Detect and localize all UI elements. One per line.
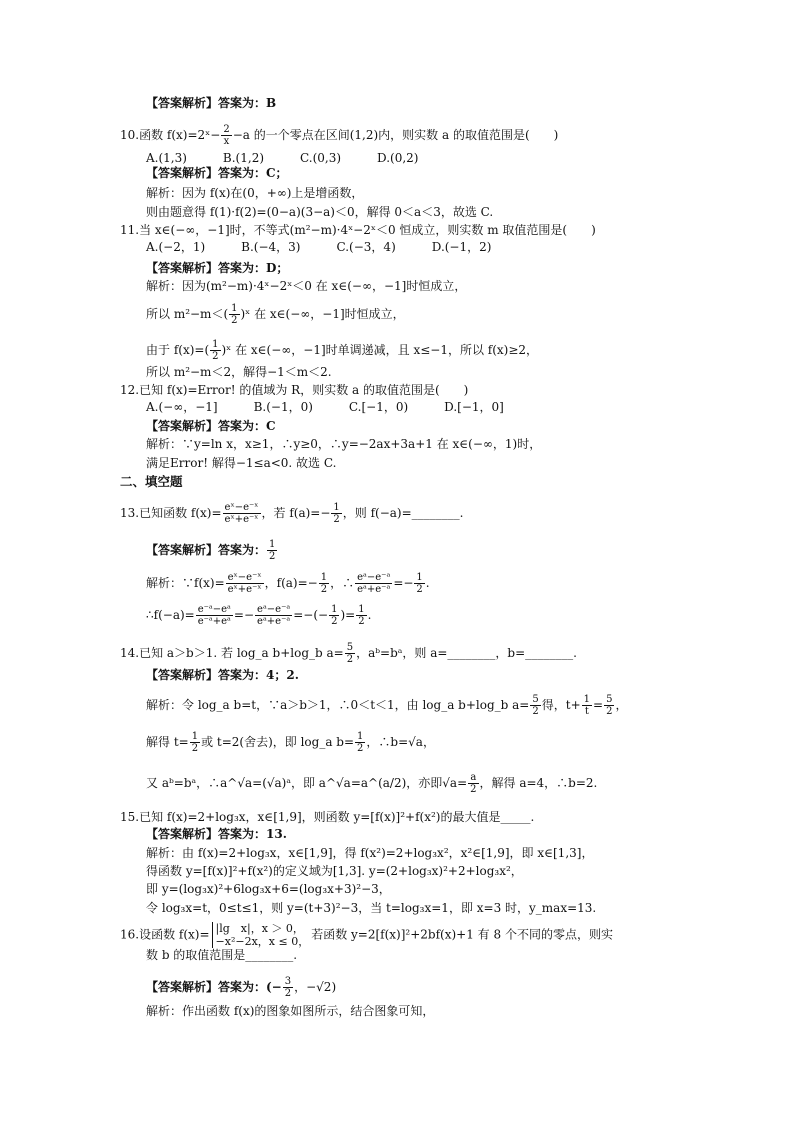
analysis-q16-1: 解析：作出函数 f(x)的图象如图所示，结合图象可知， [146, 1004, 435, 1018]
section-heading: 二、填空题 [120, 474, 183, 489]
fraction: $\frac{1}{2}$ [231, 303, 238, 326]
analysis-q13-2: ∴f(−a)= $\frac{\text{e⁻ᵃ−eᵃ}}{\text{e⁻ᵃ+eᵃ}}$ =− $\frac{\text{eᵃ−e⁻ᵃ}}{\text{eᵃ+e⁻ᵃ}}$ =−(− $\frac{1}{2}$ )= $\frac{1}{2}$ . [146, 604, 372, 627]
analysis-q14-2: 解得 t= $\frac{1}{2}$ 或 t=2(舍去)，即 log_a b= $\frac{1}{2}$ ，∴b=√a， [146, 731, 435, 754]
question-16: 16.设函数 f(x)= |lg x|，x ＞ 0， −x²−2x，x ≤ 0， 若函数 y=2[f(x)]²+2bf(x)+1 有 8 个不同的零点，则实 [120, 922, 613, 948]
analysis-q15-2: 得函数 y=[f(x)]²+f(x²)的定义域为[1,3]. y=(2+log₃x)²+2+log₃x²， [146, 864, 523, 878]
fraction: $\frac{5}{2}$ [532, 694, 539, 717]
options-q10: A.(1,3) B.(1,2) C.(0,3) D.(0,2) [146, 151, 419, 165]
answer-q16: 【答案解析】答案为：(− $\frac{3}{2}$ ，−√2) [146, 976, 337, 999]
analysis-q13-1: 解析：∵f(x)= $\frac{\text{eˣ−e⁻ˣ}}{\text{eˣ+e⁻ˣ}}$ ，f(a)=− $\frac{1}{2}$ ，∴ $\frac{\text{eᵃ−e⁻ᵃ}}{\text{eᵃ+e⁻ᵃ}}$ =− $\frac{1}{2}$ . [146, 572, 430, 595]
fraction: $\frac{\text{e⁻ᵃ−eᵃ}}{\text{e⁻ᵃ+eᵃ}}$ [197, 604, 231, 627]
fraction: $\frac{1}{2}$ [357, 731, 364, 754]
question-10: 10.函数 f(x)=2ˣ− $\frac{2}{x}$ −a 的一个零点在区间(1,2)内，则实数 a 的取值范围是( ) [120, 124, 559, 147]
options-q11: A.(−2，1) B.(−4，3) C.(−3，4) D.(−1，2) [146, 240, 492, 254]
fraction: $\frac{5}{2}$ [606, 694, 613, 717]
fraction: $\frac{1}{2}$ [331, 604, 338, 627]
analysis-q12-1: 解析：∵y=ln x，x≥1，∴y≥0，∴y=−2ax+3a+1 在 x∈(−∞，1)时， [146, 437, 542, 451]
answer-q11: 【答案解析】答案为：D； [146, 261, 289, 275]
fraction: $\frac{1}{2}$ [358, 604, 365, 627]
analysis-q14-1: 解析：令 log_a b=t，∵a＞b＞1，∴0＜t＜1，由 log_a b+log_b a= $\frac{5}{2}$ 得，t+ $\frac{1}{t}$ = $\frac{5}{2}$ ， [146, 694, 628, 717]
fraction: $\frac{1}{2}$ [416, 572, 423, 595]
answer-q10: 【答案解析】答案为：C； [146, 166, 288, 180]
analysis-q15-3: 即 y=(log₃x)²+6log₃x+6=(log₃x+3)²−3， [146, 882, 391, 896]
fraction: $\frac{\text{eˣ−e⁻ˣ}}{\text{eˣ+e⁻ˣ}}$ [224, 502, 259, 525]
question-15: 15.已知 f(x)=2+log₃x，x∈[1,9]，则函数 y=[f(x)]²+f(x²)的最大值是_____. [120, 810, 535, 824]
answer-q15: 【答案解析】答案为：13. [146, 827, 287, 841]
analysis-q10-1: 解析：因为 f(x)在(0，+∞)上是增函数， [146, 186, 364, 200]
fraction: $\frac{1}{t}$ [583, 694, 591, 717]
answer-q14: 【答案解析】答案为：4；2. [146, 668, 299, 682]
analysis-q11-3: 由于 f(x)=( $\frac{1}{2}$ )ˣ 在 x∈(−∞，−1]时单调递减，且 x≤−1，所以 f(x)≥2， [146, 339, 539, 362]
fraction: $\frac{3}{2}$ [284, 976, 292, 999]
fraction: $\frac{a}{2}$ [470, 772, 477, 795]
analysis-q11-4: 所以 m²−m＜2，解得−1＜m＜2. [146, 365, 332, 379]
answer-q13: 【答案解析】答案为： $\frac{1}{2}$ [146, 539, 276, 562]
piecewise-brace: |lg x|，x ＞ 0， −x²−2x，x ≤ 0， [212, 922, 310, 948]
question-12: 12.已知 f(x)=Error! 的值域为 R，则实数 a 的取值范围是( ) [120, 383, 469, 397]
analysis-q15-1: 解析：由 f(x)=2+log₃x，x∈[1,9]，得 f(x²)=2+log₃x²，x²∈[1,9]，即 x∈[1,3]， [146, 846, 594, 860]
analysis-q11-1: 解析：因为(m²−m)·4ˣ−2ˣ＜0 在 x∈(−∞，−1]时恒成立， [146, 279, 467, 293]
analysis-q10-2: 则由题意得 f(1)·f(2)=(0−a)(3−a)＜0，解得 0＜a＜3，故选 C. [146, 205, 494, 219]
fraction: $\frac{5}{2}$ [346, 642, 354, 665]
fraction: $\frac{1}{2}$ [269, 539, 276, 562]
fraction: $\frac{1}{2}$ [320, 572, 328, 595]
fraction: $\frac{1}{2}$ [333, 502, 340, 525]
answer-q9: 【答案解析】答案为：B [146, 96, 277, 110]
question-14: 14.已知 a＞b＞1. 若 log_a b+log_b a= $\frac{5}{2}$ ，aᵇ=bᵃ，则 a=________，b=________. [120, 642, 577, 665]
question-16-cont: 数 b 的取值范围是________. [146, 948, 298, 962]
question-13: 13.已知函数 f(x)= $\frac{\text{eˣ−e⁻ˣ}}{\text{eˣ+e⁻ˣ}}$ ，若 f(a)=− $\frac{1}{2}$ ，则 f(−a)=________. [120, 502, 464, 525]
fraction: $\frac{\text{eᵃ−e⁻ᵃ}}{\text{eᵃ+e⁻ᵃ}}$ [357, 572, 391, 595]
analysis-q15-4: 令 log₃x=t，0≤t≤1，则 y=(t+3)²−3，当 t=log₃x=1，即 x=3 时，y_max=13. [146, 901, 597, 915]
analysis-q11-2: 所以 m²−m＜( $\frac{1}{2}$ )ˣ 在 x∈(−∞，−1]时恒成立， [146, 303, 405, 326]
fraction: $\frac{\text{eˣ−e⁻ˣ}}{\text{eˣ+e⁻ˣ}}$ [227, 572, 262, 595]
answer-q12: 【答案解析】答案为：C [146, 419, 276, 433]
question-11: 11.当 x∈(−∞，−1]时，不等式(m²−m)·4ˣ−2ˣ＜0 恒成立，则实数 m 取值范围是( ) [120, 223, 596, 237]
options-q12: A.(−∞，−1] B.(−1，0) C.[−1，0) D.[−1，0] [146, 400, 504, 414]
analysis-q12-2: 满足Error! 解得−1≤a<0. 故选 C. [146, 456, 337, 470]
fraction: $\frac{\text{eᵃ−e⁻ᵃ}}{\text{eᵃ+e⁻ᵃ}}$ [257, 604, 291, 627]
fraction: $\frac{1}{2}$ [212, 339, 219, 362]
fraction: $\frac{2}{x}$ [223, 124, 230, 147]
analysis-q14-3: 又 aᵇ=bᵃ，∴a^√a=(√a)ᵃ，即 a^√a=a^(a/2)，亦即√a= $\frac{a}{2}$ ，解得 a=4，∴b=2. [146, 772, 598, 795]
fraction: $\frac{1}{2}$ [191, 731, 199, 754]
